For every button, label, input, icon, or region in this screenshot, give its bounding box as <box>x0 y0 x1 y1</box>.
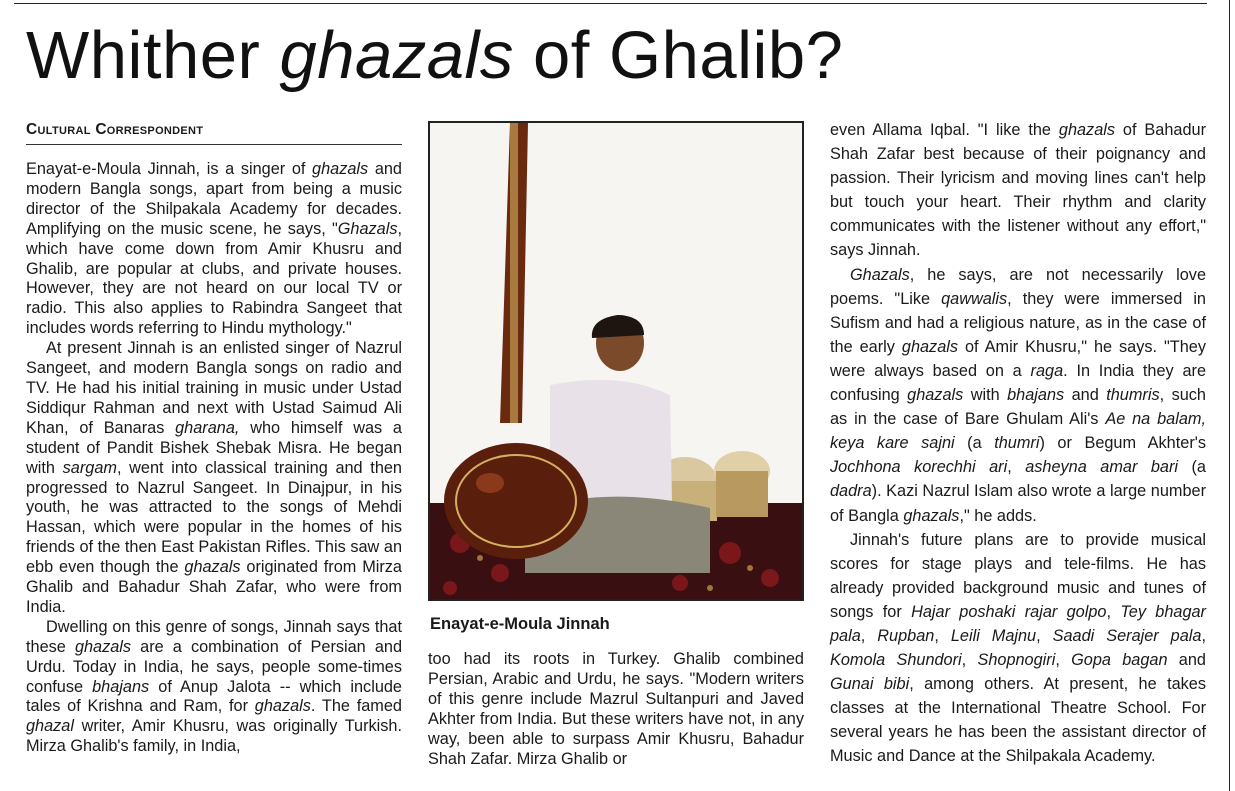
paragraph <box>26 618 402 757</box>
byline: Cultural Correspondent <box>26 121 402 145</box>
italic-text: Leili Majnu <box>950 626 1037 645</box>
text-run: Dwelling on this genre of songs, Jinnah says that these <box>26 617 402 656</box>
text-run: too had its roots in Turkey. Ghalib combined Persian, Arabic and Urdu, he says. "Modern writers of this genre include Mazrul Sultanpuri and Javed Akhter from India. But these writers have not, in any way, been able to surpass Amir Khusru, Bahadur Shah Zafar. Mirza Ghalib or <box>428 650 804 768</box>
text-run: , <box>1106 602 1121 621</box>
text-run: ," he adds. <box>959 506 1037 525</box>
italic-text: ghazals <box>312 160 369 178</box>
text-run: and <box>1064 386 1107 405</box>
text-run: even Allama Iqbal. "I like the <box>830 121 1059 139</box>
text-run: with <box>963 386 1008 405</box>
italic-text: bhajans <box>1007 386 1065 405</box>
text-run: of Bahadur Shah Zafar best because of their poignancy and passion. Their lyricism and moving lines can't help but touch your heart. Their rhythm and clarity communicates with the listener without any effort," says Jinnah. <box>830 121 1206 260</box>
text-run: At present Jinnah is an enlisted singer of Nazrul Sangeet, and modern Bangla songs on radio and TV. He had his initial training in music under Ustad Siddiqur Rahman and next with Ustad Saimud Ali Khan, of Banaras <box>26 339 402 437</box>
headline <box>26 14 843 98</box>
right-rule <box>1229 0 1230 791</box>
italic-text: sargam <box>62 458 117 477</box>
text-run: , he says, are not necessarily love poems. "Like <box>830 265 1206 308</box>
text-run: of Amir Khusru," he says. "They were always based on a <box>830 337 1206 380</box>
italic-text: Tey bhagar pala <box>830 602 1206 645</box>
italic-text: Jochhona korechhi ari <box>830 458 1008 477</box>
italic-text: Ae na balam, keya kare sajni <box>830 410 1206 453</box>
text-run: . The famed <box>310 697 402 716</box>
text-run: ). Kazi Nazrul Islam also wrote a large number of Bangla <box>830 482 1206 525</box>
italic-text: Rupban <box>877 626 935 645</box>
text-run: , among others. At present, he takes classes at the International Theatre School. For several years he has been the assistant director of Music and Dance at the Shilpakala Academy. <box>830 675 1206 766</box>
headline-italic: ghazals <box>279 18 514 93</box>
text-run: . In India they are confusing <box>830 361 1206 405</box>
text-run: , <box>1055 651 1072 670</box>
italic-text: ghazals <box>1058 121 1116 139</box>
text-run: , <box>961 651 978 670</box>
italic-text: asheyna amar bari <box>1025 458 1179 477</box>
italic-text: thumris <box>1106 386 1160 405</box>
headline-part2: of Ghalib? <box>513 18 844 93</box>
text-run: and modern Bangla songs, apart from being a music director of the Shilpakala Academy for decades. Amplifying on the music scene, he says, " <box>26 160 402 238</box>
italic-text: ghazal <box>26 717 74 736</box>
text-run: (a <box>954 434 995 453</box>
paragraph <box>26 339 402 618</box>
text-run: , <box>1036 626 1053 645</box>
text-run: ) or Begum Akhter's <box>1039 434 1206 453</box>
text-run: Jinnah's future plans are to provide musical scores for stage plays and tele-films. He has already provided background music and tunes of songs for <box>830 530 1206 621</box>
text-run: writer, Amir Khusru, was originally Turkish. Mirza Ghalib's family, in India, <box>26 717 402 756</box>
headline-part1: Whither <box>26 18 280 93</box>
text-run: , <box>934 626 951 645</box>
italic-text: dadra <box>830 482 872 501</box>
text-run: Enayat-e-Moula Jinnah, is a singer of <box>26 160 313 178</box>
text-run: originated from Mirza Ghalib and Bahadur Shah Zafar, who were from India. <box>26 558 402 616</box>
italic-text: raga <box>1030 361 1064 380</box>
italic-text: Shopnogiri <box>977 651 1056 670</box>
italic-text: ghazals <box>903 506 960 525</box>
paragraph <box>830 528 1206 769</box>
italic-text: ghazals <box>254 697 311 716</box>
italic-text: bhajans <box>92 677 150 696</box>
text-run: , <box>1201 626 1206 645</box>
text-run: of Anup Jalota -- which include tales of Krishna and Ram, for <box>26 677 402 716</box>
column-3 <box>830 118 1206 769</box>
photo <box>428 121 804 601</box>
italic-text: ghazals <box>74 637 132 656</box>
column-2 <box>428 650 804 769</box>
top-rule <box>14 3 1207 4</box>
text-run: (a <box>1178 458 1206 477</box>
italic-text: Ghazals <box>337 219 398 238</box>
paragraph <box>428 650 804 769</box>
text-run: , <box>1007 458 1026 477</box>
italic-text: Gopa bagan <box>1071 651 1168 670</box>
italic-text: Komola Shundori <box>830 651 962 670</box>
text-run: , <box>860 626 878 645</box>
text-run: , they were immersed in Sufism and had a religious nature, as in the case of the early <box>830 289 1206 356</box>
text-run: and <box>1167 651 1206 670</box>
italic-text: Saadi Serajer pala <box>1052 626 1202 645</box>
italic-text: Ghazals <box>850 265 910 284</box>
italic-text: ghazals <box>907 386 964 405</box>
italic-text: Hajar poshaki rajar golpo <box>911 602 1107 621</box>
photo-caption: Enayat-e-Moula Jinnah <box>430 615 610 633</box>
paragraph <box>830 118 1206 263</box>
text-run: , which have come down from Amir Khusru and Ghalib, are popular at clubs, and private houses. However, they are not heard on our local TV or radio. This also applies to Rabindra Sangeet that includes words referring to Hindu mythology." <box>26 219 402 338</box>
italic-text: ghazals <box>184 558 241 577</box>
text-run: , went into classical training and then progressed to Nazrul Sangeet. In Dinajpur, in his youth, he was attracted to the songs of Mehdi Hassan, which were popular in the homes of his friends of the then East Pakistan Rifles. This saw an ebb even though the <box>26 458 402 577</box>
column-1 <box>26 160 402 757</box>
text-run: , such as in the case of Bare Ghulam Ali's <box>830 386 1206 429</box>
italic-text: gharana, <box>175 418 240 437</box>
paragraph <box>26 160 402 339</box>
paragraph <box>830 263 1206 528</box>
italic-text: Gunai bibi <box>830 675 910 694</box>
italic-text: qawwalis <box>941 289 1008 308</box>
text-run: are a combination of Persian and Urdu. Today in India, he says, people some-times confuse <box>26 637 402 696</box>
italic-text: ghazals <box>901 337 959 356</box>
text-run: who himself was a student of Pandit Bishek Shebak Misra. He began with <box>26 418 402 477</box>
italic-text: thumri <box>994 434 1040 453</box>
tanpura-musician-photo-icon <box>430 123 802 599</box>
